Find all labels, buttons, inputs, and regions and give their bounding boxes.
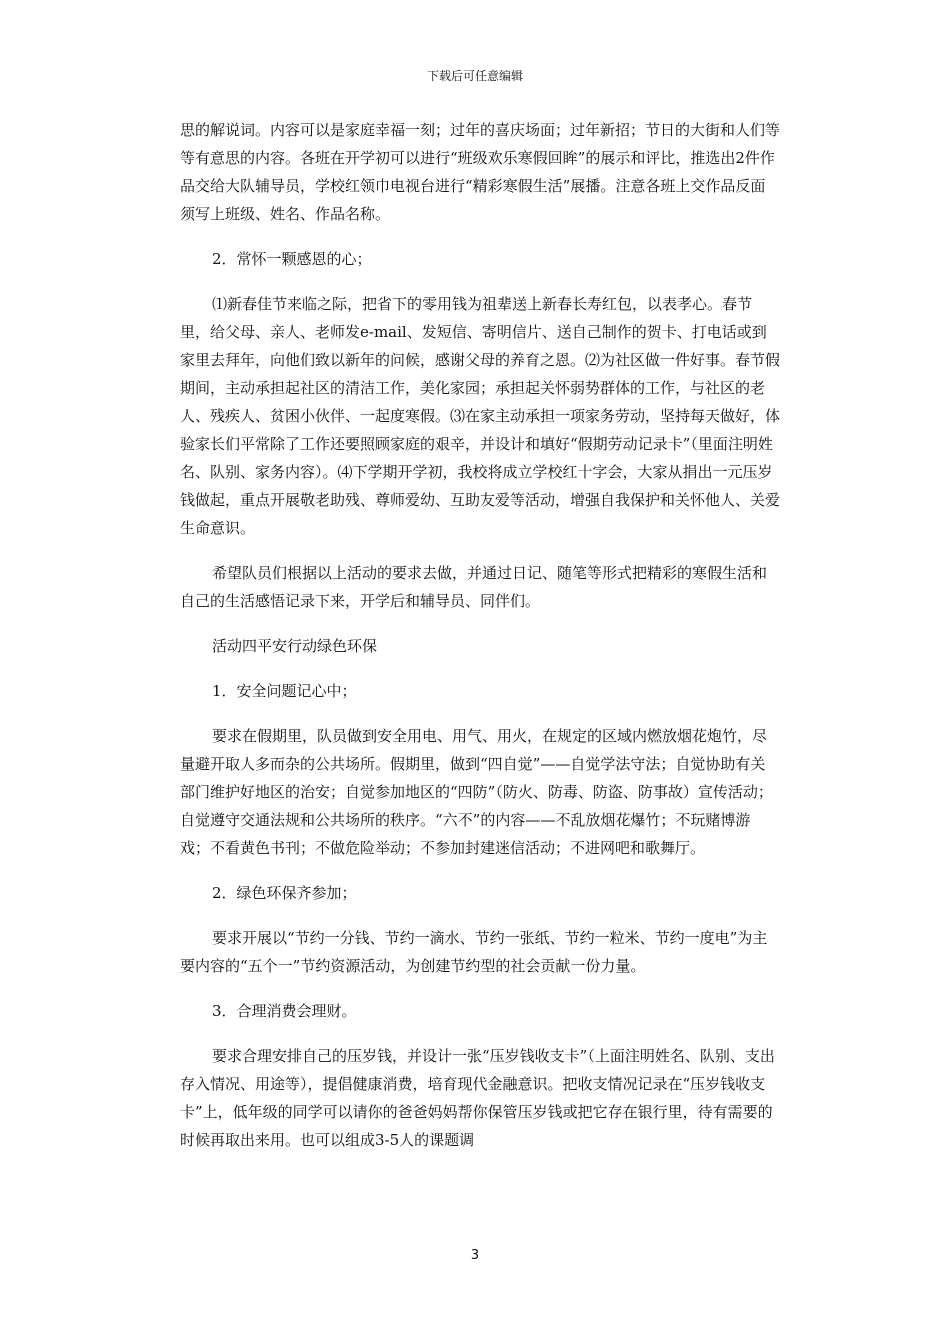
paragraph-finance-details: 要求合理安排自己的压岁钱，并设计一张“压岁钱收支卡”（上面注明姓名、队别、支出存入情况、用途等），提倡健康消费，培育现代金融意识。把收支情况记录在“压岁钱收支卡”上，低年级的同学可以请你的爸爸妈妈帮你保管压岁钱或把它存在银行里，待有需要的时候再取出来用。也可以组成3-5人的课题调 (180, 1047, 775, 1149)
page-header: 下载后可任意编辑 (426, 69, 523, 83)
paragraph-safety-details: 要求在假期里，队员做到安全用电、用气、用火，在规定的区域内燃放烟花炮竹，尽量避开取人多而杂的公共场所。假期里，做到“四自觉”——自觉学法守法；自觉协助有关部门维护好地区的治安；自觉参加地区的“四防”（防火、防毒、防盗、防事故）宣传活动；自觉遵守交通法规和公共场所的秩序。“六不”的内容——不乱放烟花爆竹；不玩赌博游戏；不看黄色书刊；不做危险举动；不参加封建迷信活动；不进网吧和歌舞厅。 (180, 727, 773, 857)
paragraph-hope: 希望队员们根据以上活动的要求去做，并通过日记、随笔等形式把精彩的寒假生活和自己的生活感悟记录下来，开学后和辅导员、同伴们。 (180, 564, 768, 610)
paragraph-continuation: 思的解说词。内容可以是家庭幸福一刻；过年的喜庆场面；过年新招；节日的大街和人们等等有意思的内容。各班在开学初可以进行“班级欢乐寒假回眸”的展示和评比，推选出2件作品交给大队辅导员，学校红领巾电视台进行“精彩寒假生活”展播。注意各班上交作品反面须写上班级、姓名、作品名称。 (180, 121, 781, 223)
section-heading-activity-four: 活动四平安行动绿色环保 (212, 637, 378, 655)
subheading-gratitude: 2．常怀一颗感恩的心； (212, 250, 372, 268)
page-number: 3 (470, 1248, 480, 1263)
subheading-safety: 1．安全问题记心中； (212, 682, 357, 700)
subheading-green: 2．绿色环保齐参加； (212, 884, 357, 902)
document-body (180, 116, 780, 1171)
paragraph-gratitude-details: ⑴新春佳节来临之际，把省下的零用钱为祖辈送上新春长寿红包，以表孝心。春节里，给父母、亲人、老师发e-mail、发短信、寄明信片、送自己制作的贺卡、打电话或到家里去拜年，向他们致以新年的问候，感谢父母的养育之恩。⑵为社区做一件好事。春节假期间，主动承担起社区的清洁工作，美化家园；承担起关怀弱势群体的工作，与社区的老人、残疾人、贫困小伙伴、一起度寒假。⑶在家主动承担一项家务劳动，坚持每天做好，体验家长们平常除了工作还要照顾家庭的艰辛，并设计和填好“假期劳动记录卡”（里面注明姓名、队别、家务内容）。⑷下学期开学初，我校将成立学校红十字会，大家从捐出一元压岁钱做起，重点开展敬老助残、尊师爱幼、互助友爱等活动，增强自我保护和关怀他人、关爱生命意识。 (180, 295, 781, 537)
paragraph-green-details: 要求开展以“节约一分钱、节约一滴水、节约一张纸、节约一粒米、节约一度电”为主要内容的“五个一”节约资源活动，为创建节约型的社会贡献一份力量。 (180, 929, 768, 975)
subheading-finance: 3．合理消费会理财。 (212, 1002, 357, 1020)
